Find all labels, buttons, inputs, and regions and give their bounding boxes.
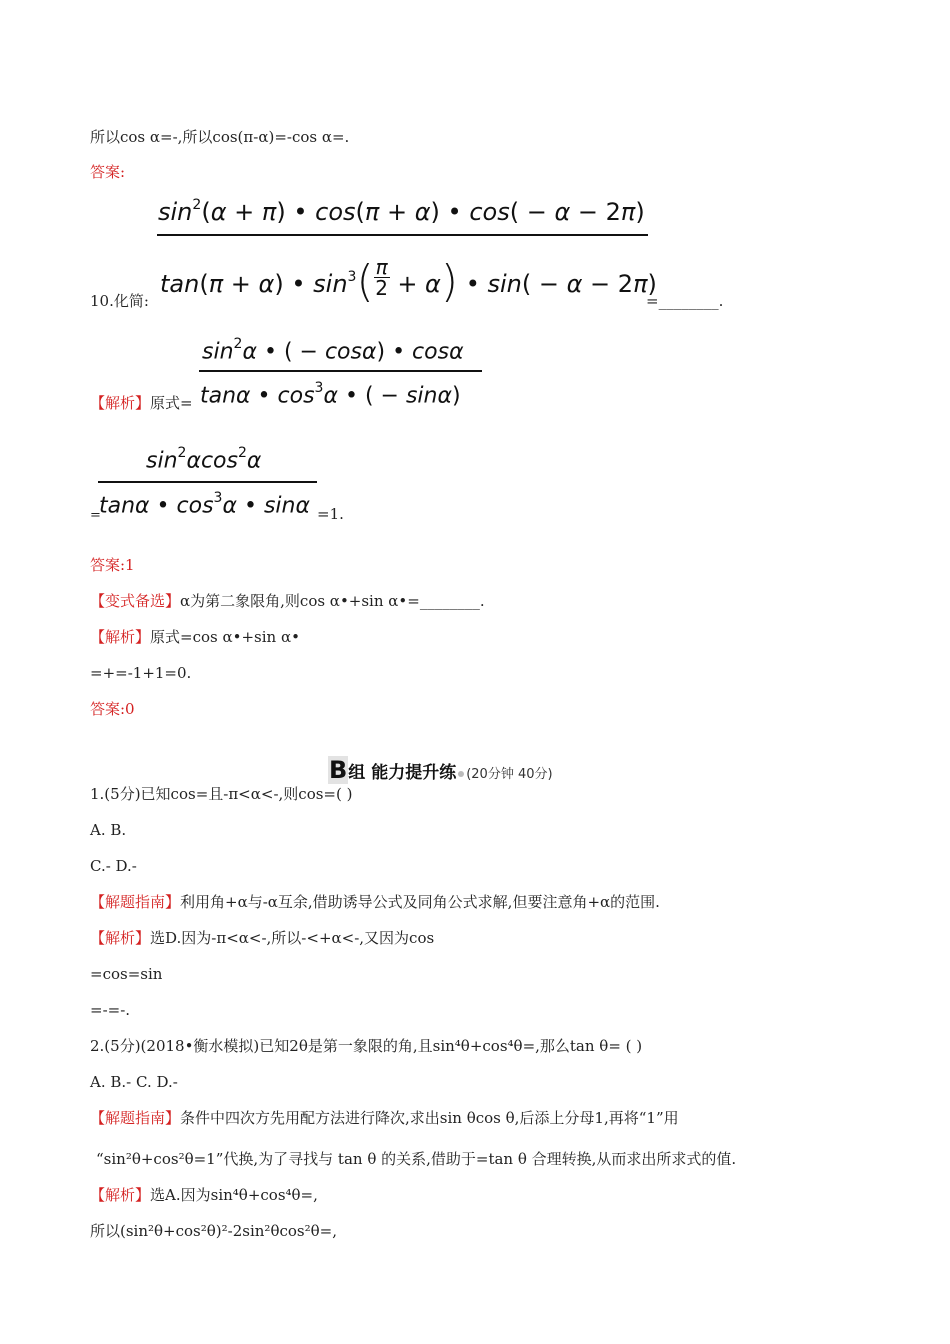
question-1-options-ab: A. B. — [90, 821, 127, 839]
analysis-line — [90, 928, 434, 948]
fraction-denominator: tanα • $\cos^3\alpha$ • ( − sinα) — [200, 380, 461, 409]
analysis-tag: 【解析】 — [90, 394, 151, 412]
section-header — [328, 756, 553, 784]
hint-text: 条件中四次方先用配方法进行降次,求出sin θcos θ,后添上分母1,再将“1”用 — [180, 1109, 679, 1127]
section-letter: B — [329, 756, 348, 784]
text-line: =-=-. — [90, 1001, 131, 1019]
fraction-numerator: $\sin^2\alpha\cos^2\alpha$ — [146, 445, 262, 474]
text-line: 所以cos α=-,所以cos(π-α)=-cos α=. — [90, 128, 350, 146]
hint-line — [90, 892, 660, 912]
analysis-line — [90, 393, 193, 413]
hint-tag: 【解题指南】 — [90, 893, 181, 911]
analysis-text: 选D.因为-π<α<-,所以-<+α<-,又因为cos — [150, 929, 435, 947]
question-2-options: A. B.- C. D.- — [90, 1073, 178, 1091]
question-2: 2.(5分)(2018•衡水模拟)已知2θ是第一象限的角,且sin⁴θ+cos⁴θ=,那么tan θ= ( ) — [90, 1037, 643, 1055]
answer-label: 答案:1 — [90, 556, 135, 574]
question-1: 1.(5分)已知cos=且-π<α<-,则cos=( ) — [90, 785, 353, 803]
analysis-line — [90, 1185, 318, 1205]
variant-line — [90, 591, 485, 611]
fraction-numerator: $\sin^2(\alpha + \pi)$ • cos(π + α) • cos( − α − 2π) — [158, 197, 645, 226]
text-line: =+=-1+1=0. — [90, 664, 192, 682]
fraction-denominator: tan(π + α) • $\sin^3$( $\frac{\pi}{2}$ + α) • sin( − α − 2π) — [160, 254, 657, 307]
variant-tag: 【变式备选】 — [90, 592, 181, 610]
text-line: 所以(sin²θ+cos²θ)²-2sin²θcos²θ=, — [90, 1222, 337, 1240]
text-line: =cos=sin — [90, 965, 163, 983]
hint-continuation: “sin²θ+cos²θ=1”代换,为了寻找与 tan θ 的关系,借助于=tan θ 合理转换,从而求出所求式的值. — [96, 1150, 737, 1168]
question-1-options-cd: C.- D.- — [90, 857, 137, 875]
question-10-blank: =________. — [646, 292, 724, 310]
section-title: 组 能力提升练 — [348, 763, 457, 783]
fraction-bar — [98, 481, 317, 483]
analysis-tag: 【解析】 — [90, 929, 151, 947]
analysis-tag: 【解析】 — [90, 628, 151, 646]
analysis-text: 原式= — [150, 394, 193, 412]
analysis-line — [90, 627, 300, 647]
analysis-text: 选A.因为sin⁴θ+cos⁴θ=, — [150, 1186, 318, 1204]
hint-text: 利用角+α与-α互余,借助诱导公式及同角公式求解,但要注意角+α的范围. — [180, 893, 660, 911]
answer-label: 答案: — [90, 163, 126, 181]
fraction-denominator: tanα • $\cos^3\alpha$ • sinα — [99, 490, 310, 519]
fraction-numerator: $\sin^2\alpha$ • ( − cosα) • cosα — [202, 336, 464, 365]
answer-label: 答案:0 — [90, 700, 135, 718]
analysis-tag: 【解析】 — [90, 1186, 151, 1204]
analysis-text: 原式=cos α•+sin α• — [150, 628, 300, 646]
variant-text: α为第二象限角,则cos α•+sin α•=________. — [180, 592, 485, 610]
hint-tag: 【解题指南】 — [90, 1109, 181, 1127]
question-10-label: 10.化简: — [90, 292, 149, 310]
equals-sign: = — [90, 508, 101, 523]
fraction-bar — [157, 234, 648, 236]
hint-line — [90, 1108, 679, 1128]
bullet-icon — [458, 771, 464, 777]
section-subtitle: (20分钟 40分) — [466, 767, 553, 782]
result-text: =1. — [317, 505, 344, 523]
fraction-bar — [199, 370, 482, 372]
